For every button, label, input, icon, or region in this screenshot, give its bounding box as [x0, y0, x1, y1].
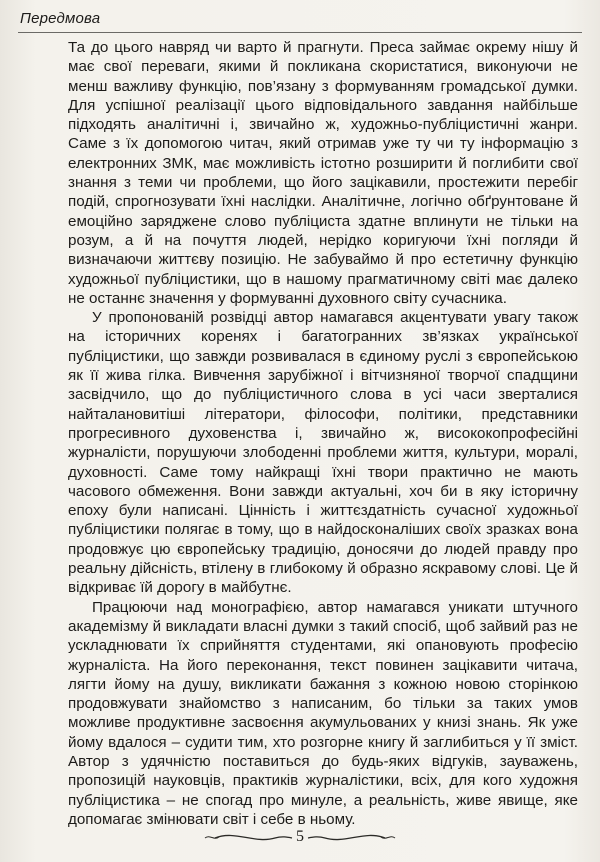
page-footer: [0, 826, 600, 850]
page-number: 5: [296, 828, 304, 845]
paragraph: Та до цього навряд чи варто й прагнути. Преса займає окрему нішу й має свої переваги, якими й покликана скористатися, виконуючи не менш важливу функцію, пов’язану з формуванням громадської думки. Для успішної реалізації цього відповідального завдання найбільше підходять аналітичні і, звичайно ж, художньо-публіцистичні жанри. Саме з їх допомогою читач, який отримав уже ту чи ту інформацію з електронних ЗМК, має можливість істотно розширити й поглибити свої знання з теми чи проблеми, що його зацікавили, простежити перебіг подій, спрогнозувати їхні наслідки. Аналітичне, логічно обґрунтоване й емоційно заряджене слово публіциста здатне вплинути не тільки на розум, а й на почуття людей, нерідко коригуючи їхні погляди й визначаючи життєву позицію. Не забуваймо й про естетичну функцію художньої публіцистики, що в нашому прагматичному світі має далеко не останнє значення у формуванні духовного світу сучасника.: [68, 39, 578, 307]
paragraph: Працюючи над монографією, автор намагався уникати штучного академізму й викладати власні думки з такий спосіб, щоб зайвий раз не ускладнювати їх сприйняття студентами, які опановують професію журналіста. На його переконання, текст повинен зацікавити читача, лягти йому на душу, викликати бажання з кожною новою сторінкою продовжувати знайомство з написаним, бо тільки за таких умов можливе продуктивне засвоєння акумульованих у книзі знань. Як уже йому вдалося – судити тим, хто розгорне книгу й заглибиться у її зміст. Автор з удячністю поставиться до будь-яких відгуків, зауважень, пропозицій науковців, практиків журналістики, всіх, для кого художня публіцистика – не спогад про минуле, а реальність, живе явище, яке допомагає змінювати світ і себе в ньому.: [68, 598, 578, 828]
header-title: Передмова: [20, 10, 101, 27]
body-text: [68, 38, 578, 829]
running-header: [18, 10, 582, 33]
paragraph: У пропонованій розвідці автор намагався акцентувати увагу також на історичних коренях і багатогранних зв’язках української публіцистики, що завжди розвивалася в єдиному руслі з європейською як її жива гілка. Вивчення зарубіжної і вітчизняної творчої спадщини засвідчило, що до публіцистичного слова в усі часи зверталися найталановитіші літератори, філософи, політики, представники прогресивного духовенства і, звичайно ж, висококопрофесійні журналісти, порушуючи злободенні проблеми життя, культури, моралі, духовності. Саме тому найкращі їхні твори практично не мають часового обмеження. Вони завжди актуальні, хоч би в яку історичну епоху були написані. Цінність і життєздатність сучасної художньої публіцистики полягає в тому, що в найдосконаліших своїх зразках вона продовжує цю європейську традицію, доносячи до людей правду про реальну дійсність, втілену в глибокому й образно яскравому слові. Це й відкриває їй дорогу в майбутнє.: [68, 309, 578, 597]
